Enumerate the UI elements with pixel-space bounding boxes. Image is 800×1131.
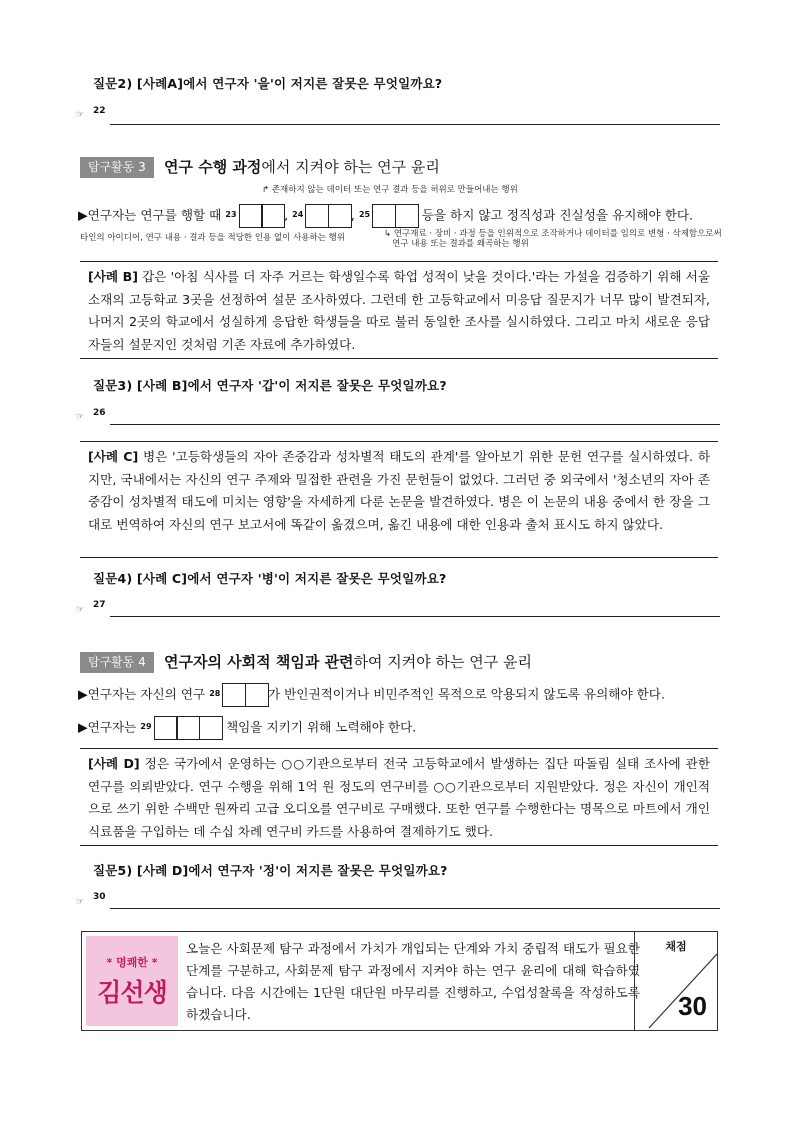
activity-4-line-2-pre: ▶연구자는 [78,719,137,735]
pointing-hand-icon: ☞ [76,605,85,615]
pointing-hand-icon: ☞ [76,412,85,422]
activity-4-line-2-post: 책임을 지키기 위해 노력해야 한다. [225,719,417,735]
lesson-summary-box [81,931,718,1031]
activity-3-line-post: 등을 하지 않고 정직성과 진실성을 유지해야 한다. [421,207,694,223]
question-4: 질문4) [사례 C]에서 연구자 '병'이 저지른 잘못은 무엇일까요? [93,571,447,586]
score-label: 채점 [665,940,687,953]
score-value[interactable]: 30 [678,991,707,1021]
blank-23[interactable] [239,204,285,228]
logo-tagline: * 명쾌한 * [106,956,158,969]
blank-24[interactable] [305,204,351,228]
answer-line-27[interactable] [110,616,720,617]
note-falsification-1: 연구재료 · 장비 · 과정 등을 인위적으로 조작하거나 데이터를 임의로 변형 · 삭제함으로써 [393,229,722,239]
answer-number-26: 26 [93,408,106,418]
case-c-tag: [사례 C] [88,449,139,464]
answer-number-30: 30 [93,892,106,902]
note-falsification: ↳ 연구재료 · 장비 · 과정 등을 인위적으로 조작하거나 데이터를 임의로 변형 · 삭제함으로써 연구 내용 또는 결과를 왜곡하는 행위 [384,229,722,249]
answer-number-27: 27 [93,600,106,610]
activity-title-3-rest: 에서 지켜야 하는 연구 윤리 [261,158,440,176]
blank-25[interactable] [372,204,418,228]
answer-line-22[interactable] [110,124,720,125]
case-d-tag: [사례 D] [88,756,140,771]
case-b [80,261,718,359]
question-3: 질문3) [사례 B]에서 연구자 '갑'이 저지른 잘못은 무엇일까요? [93,378,447,393]
case-b-tag: [사례 B] [88,269,138,284]
activity-4-line-1-pre: ▶연구자는 자신의 연구 [78,686,206,702]
activity-4-line-2 [78,716,416,740]
activity-title-4-rest: 하여 지켜야 하는 연구 윤리 [353,653,533,671]
blank-number-23: 23 [225,210,237,219]
case-d [80,748,718,846]
activity-title-4-bold: 연구자의 사회적 책임과 관련 [164,653,354,671]
blank-number-28: 28 [209,689,221,698]
answer-line-30[interactable] [110,908,720,909]
question-5: 질문5) [사례 D]에서 연구자 '정'이 저지른 잘못은 무엇일까요? [93,863,448,878]
teacher-logo [86,936,178,1026]
activity-title-3-bold: 연구 수행 과정 [164,158,262,176]
pointing-hand-icon: ☞ [76,110,85,120]
blank-number-25: 25 [358,210,371,219]
answer-number-22: 22 [93,106,106,116]
note-plagiarism: 타인의 아이디어, 연구 내용 · 결과 등을 적당한 인용 없이 사용하는 행위 [80,233,346,243]
activity-badge-4: 탐구활동 4 [80,652,154,673]
activity-badge-3: 탐구활동 3 [80,157,154,178]
activity-3-line: ▶연구자는 연구를 행할 때 $^{23}$ , $^{24}$ , $^{25}$ 등을 하지 않고 정직성과 진실성을 유지해야 한다. [78,204,693,228]
note-fabrication: ↱ 존재하지 않는 데이터 또는 연구 결과 등을 허위로 만들어내는 행위 [262,185,518,195]
activity-3-line-pre: ▶연구자는 연구를 행할 때 [78,207,222,223]
case-d-text: 정은 국가에서 운영하는 ○○기관으로부터 전국 고등학교에서 발생하는 집단 따돌림 실태 조사에 관한 연구를 의뢰받았다. 연구 수행을 위해 1억 원 정도의 연구비를 ○○기관으로부터 지원받았다. 정은 자신이 개인적으로 쓰기 위한 수백만 원짜리 고급 오디오를 연구비로 구매했다. 또한 연구를 수행한다는 명목으로 마트에서 개인 식료품을 구입하는 데 수십 차례 연구비 카드를 사용하여 결제하기도 했다. [88,756,710,839]
blank-number-24: 24 [292,210,304,219]
activity-4-line-1 [78,683,665,707]
question-2: 질문2) [사례A]에서 연구자 '을'이 저지른 잘못은 무엇일까요? [93,76,443,91]
case-c-text: 병은 '고등학생들의 자아 존중감과 성차별적 태도의 관계'를 알아보기 위한 문헌 연구를 실시하였다. 하지만, 국내에서는 자신의 연구 주제와 밀접한 관련을 가진 문헌들이 없었다. 그러던 중 외국에서 '청소년의 자아 존중감이 성차별적 태도에 미치는 영향'을 자세하게 다룬 논문을 발견하였다. 병은 이 논문의 내용 중에서 한 장을 그대로 번역하여 자신의 연구 보고서에 똑같이 옮겼으며, 옮긴 내용에 대한 인용과 출처 표시도 하지 않았다. [88,449,710,532]
activity-title-3 [164,156,440,177]
activity-4-line-1-post: 가 반인권적이거나 비민주적인 목적으로 악용되지 않도록 유의해야 한다. [267,686,665,702]
answer-line-26[interactable] [110,424,720,425]
case-b-text: 갑은 '아침 식사를 더 자주 거르는 학생일수록 학업 성적이 낮을 것이다.'라는 가설을 검증하기 위해 서울 소재의 고등학교 3곳을 선정하여 설문 조사하였다. 그런데 한 고등학교에서 미응답 질문지가 너무 많이 발견되자, 나머지 2곳의 학교에서 성실하게 응답한 학생들을 따로 불러 동일한 조사를 실시하였다. 그리고 마치 새로운 응답자들의 설문지인 것처럼 기존 자료에 추가하였다. [88,269,710,352]
note-falsification-2: 연구 내용 또는 결과를 왜곡하는 행위 [392,239,529,249]
logo-name: 김선생 [97,978,167,1007]
blank-29[interactable] [154,716,222,740]
blank-28[interactable] [222,683,268,707]
pointing-hand-icon: ☞ [76,897,85,907]
blank-number-29: 29 [140,722,152,731]
case-c [80,441,718,558]
activity-title-4 [164,651,532,672]
lesson-summary-text: 오늘은 사회문제 탐구 과정에서 가치가 개입되는 단계와 가치 중립적 태도가 필요한 단계를 구분하고, 사회문제 탐구 과정에서 지켜야 하는 연구 윤리에 대해 학습하였습니다. 다음 시간에는 1단원 대단원 마무리를 진행하고, 수업성찰록을 작성하도록 하겠습니다. [186,941,640,1022]
score-box [634,932,717,1030]
note-fabrication-text: 존재하지 않는 데이터 또는 연구 결과 등을 허위로 만들어내는 행위 [271,185,518,195]
